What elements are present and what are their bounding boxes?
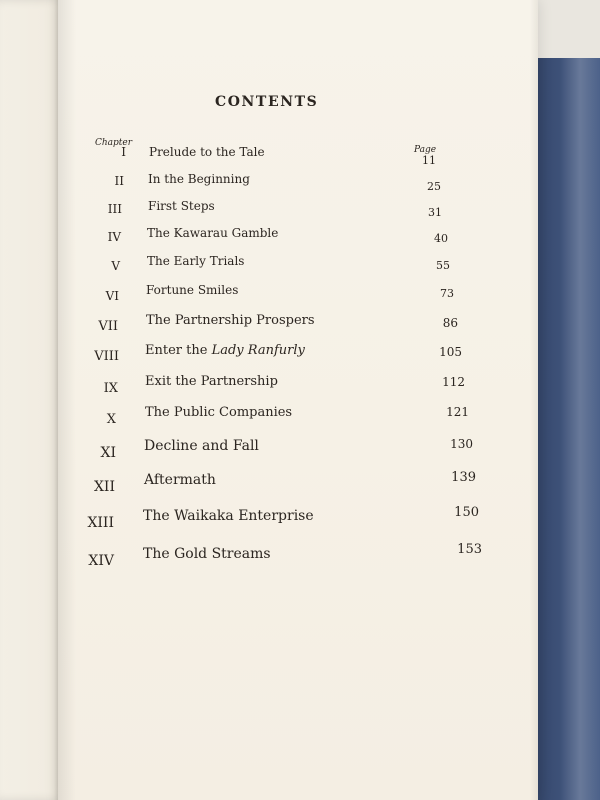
toc-row-13	[0, 505, 600, 538]
toc-row-8	[0, 343, 600, 373]
chapter-number: XIII	[87, 515, 114, 531]
page-column-label: Page	[414, 145, 437, 155]
toc-row-7	[0, 313, 600, 343]
toc-row-1	[0, 145, 600, 175]
chapter-title: Aftermath	[144, 472, 216, 488]
chapter-title: The Kawarau Gamble	[147, 226, 279, 240]
chapter-number: XII	[93, 479, 115, 495]
chapter-title: First Steps	[148, 199, 215, 213]
page-number: 105	[439, 345, 462, 359]
page-number: 130	[450, 437, 473, 451]
chapter-title-italic: Lady Ranfurly	[211, 343, 305, 358]
page-number: 40	[434, 232, 448, 245]
toc-row-3	[0, 199, 600, 229]
chapter-title: Decline and Fall	[144, 438, 259, 454]
toc-row-11	[0, 438, 600, 468]
chapter-number: X	[106, 412, 116, 427]
page-number: 25	[427, 180, 441, 193]
chapter-number: IV	[107, 230, 121, 244]
page-number: 11	[422, 154, 436, 167]
chapter-title: The Waikaka Enterprise	[143, 508, 314, 524]
toc-row-12	[0, 472, 600, 502]
chapter-title: The Gold Streams	[143, 546, 271, 562]
chapter-column-label: Chapter	[95, 138, 133, 148]
page-number: 86	[442, 316, 458, 330]
chapter-number: XIV	[88, 553, 114, 569]
chapter-number: II	[114, 174, 124, 188]
toc-row-2	[0, 172, 600, 202]
toc-row-4	[0, 226, 600, 256]
chapter-title: The Public Companies	[145, 405, 293, 420]
contents-title: CONTENTS	[215, 94, 319, 110]
chapter-title: The Partnership Prospers	[146, 313, 315, 328]
chapter-number: XI	[100, 445, 116, 461]
chapter-number: VI	[105, 289, 119, 303]
page-number: 55	[436, 259, 450, 272]
chapter-title: Prelude to the Tale	[149, 145, 265, 159]
chapter-number: III	[107, 202, 122, 216]
page-number: 121	[446, 405, 469, 419]
chapter-number: VII	[98, 319, 118, 334]
page-number: 153	[457, 542, 482, 557]
chapter-title: The Early Trials	[147, 254, 245, 268]
page-number: 150	[454, 505, 479, 520]
chapter-number: V	[111, 259, 120, 273]
chapter-title: In the Beginning	[148, 172, 250, 186]
chapter-number: VIII	[94, 349, 119, 364]
chapter-title: Fortune Smiles	[146, 283, 239, 297]
chapter-title-prefix: Enter the	[145, 343, 212, 358]
chapter-title: Exit the Partnership	[145, 374, 278, 389]
toc-row-10	[0, 405, 600, 435]
toc-row-14	[0, 542, 600, 576]
toc-row-9	[0, 374, 600, 404]
toc-row-5	[0, 254, 600, 284]
chapter-title	[145, 343, 305, 358]
chapter-number: IX	[103, 381, 118, 396]
page-number: 112	[442, 375, 465, 389]
toc-row-6	[0, 283, 600, 313]
page-number: 31	[428, 206, 442, 219]
page-number: 73	[440, 287, 454, 300]
chapter-number: I	[121, 145, 126, 159]
page-number: 139	[451, 470, 476, 485]
